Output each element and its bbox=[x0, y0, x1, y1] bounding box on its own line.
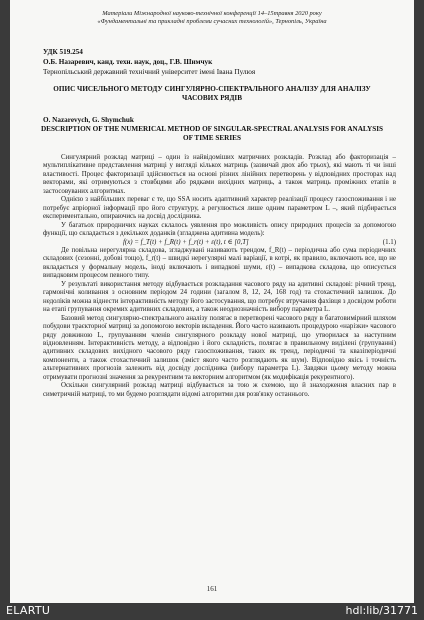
affiliation: Тернопільський державний технічний університет імені Івана Пулюя bbox=[43, 68, 256, 76]
paragraph: Де повільна нерегулярна складова, згладжувані називають трендом, f_R(t) – періодична або сума періодичних складових (сезонні, добові тощо), f_r(t) – швидкі нерегулярні малі варіації, в котрі, як правило, включають все, що не вкладається у формальну модель, іноді включають і випадкові шуми, ε(t) – випадкова складова, що описується випадковим процесом певного типу. bbox=[43, 246, 396, 280]
udk-code: УДК 519.254 bbox=[43, 48, 83, 56]
article-body bbox=[43, 154, 396, 399]
title-en: DESCRIPTION OF THE NUMERICAL METHOD OF SINGULAR-SPECTRAL ANALYSIS FOR ANALYSIS OF TIME SERIES bbox=[40, 125, 384, 142]
handle-id: hdl:lib/31771 bbox=[345, 604, 418, 617]
formula-expression: f(x) = f_T(t) + f_R(t) + f_r(t) + ε(t), t ∈ [0,T] bbox=[123, 238, 249, 246]
authors-en: O. Nazarevych, G. Shymchuk bbox=[43, 116, 134, 124]
title-ua: ОПИС ЧИСЕЛЬНОГО МЕТОДУ СИНГУЛЯРНО-СПЕКТРАЛЬНОГО АНАЛІЗУ ДЛЯ АНАЛІЗУ ЧАСОВИХ РЯДІВ bbox=[53, 85, 371, 102]
header-line-1: Матеріали Міжнародної науково-технічної конференції 14–15травня 2020 року bbox=[102, 10, 322, 17]
paragraph: У багатьох природничих науках склалось уявлення про можливість опису природних процесів за допомогою функції, що складається з декількох доданків (згладжена адитивна модель): bbox=[43, 221, 396, 238]
formula-number: (1.1) bbox=[382, 238, 396, 246]
conference-header bbox=[20, 10, 404, 26]
authors-ua: О.Б. Назаревич, канд. техн. наук, доц., Г.В. Шимчук bbox=[43, 58, 213, 66]
header-line-2: «Фундаментальні та прикладні проблеми сучасних технологій», Тернопіль, Україна bbox=[97, 18, 327, 25]
formula-1-1 bbox=[43, 239, 396, 247]
paragraph: Однією з найбільших переваг є те, що SSA носить адаптивний характер реалізації процесу газоспоживання і не потребує апріорної інформації про його структуру, а регулюється лише одним параметром L –, який підбирається експериментально, опираючись на досвід дослідника. bbox=[43, 196, 396, 221]
paragraph: Базовий метод сингулярно-спектрального аналізу полягає в перетворені часового ряду в багатовимірний шляхом побудови траєкторної матриці за допомогою векторів вкладення. Його часто називають процедурою «нарізки» часового ряду довжиною L, групуванням членів сингулярного розкладу нової матриці, що утворилася за наступним відновленням. Інтерактивність методу, а відповідно і його складність, полягає в правильному виділені (групуванні) адитивних складових вихідного часового ряду газоспоживання, таких як тренд, періодичні та квазіперіодичні компоненти, а також стохастичний залишок (зміст якого часто розглядають як шум). Відповідно якісь і точність альтернативних прогнозів залежить від досвіду дослідника (вибору параметра L). Завдяки цьому методу можна отримувати прогнозні значення за рекурентним та векторним алгоритмом (як модифікація рекурентного). bbox=[43, 314, 396, 381]
repository-name: ELARTU bbox=[6, 604, 51, 617]
paragraph: У результаті використання методу відбувається розкладання часового ряду на адитивні складові: річний тренд, гармонічні коливання з основним періодом 24 години (загалом 8, 12, 24, 168 год) та стохастичний залишок. До недоліків можна віднести інтерактивність методу його застосування, що потребує втручання фахівця з досвідом роботи на етапі групування окремих адитивних складових, а також неоднозначність вибору параметра L. bbox=[43, 280, 396, 314]
paragraph: Сингулярний розклад матриці – один із найвідоміших матричних розкладів. Розклад або факторизація – мультиплікативне представлення матриці у вигляді кількох матриць (зазвичай двох або трьох), які мають ті чи інші властивості. Процес факторизації здійснюється на основі різних лінійних перетворень у відповідних просторах над векторами, які отримуються з стовбцями або рядками вихідних матриць, а також матриць проміжних етапів в застосовуваних алгоритмах. bbox=[43, 154, 396, 195]
paragraph: Оскільки сингулярний розклад матриці відбувається за тою ж схемою, що й знаходження власних пар в симетричній матриці, то ми будемо розглядати відомі алгоритми для розв'язку останнього. bbox=[43, 382, 396, 398]
page-number: 161 bbox=[206, 585, 218, 593]
